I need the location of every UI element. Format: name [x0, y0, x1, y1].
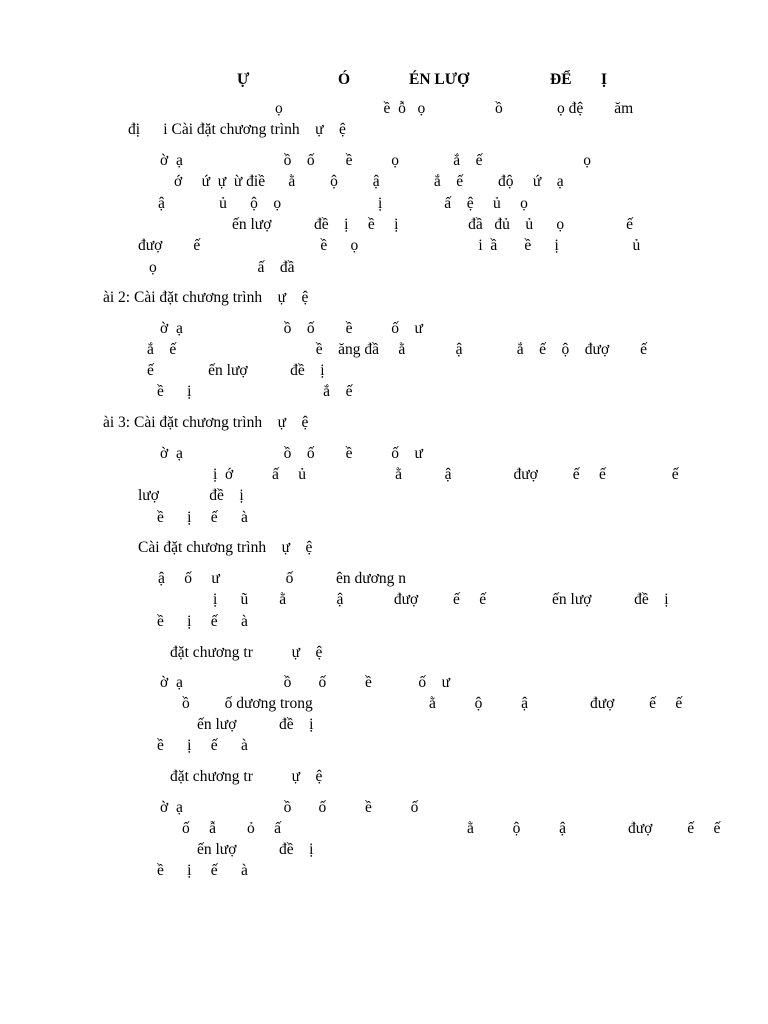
paragraph-line: ến lượ đề ị — [197, 841, 314, 858]
paragraph-line: ố ẫ ỏ ấ ằ ộ ậ đượ ế ế — [182, 820, 721, 837]
paragraph-line: ến lượ đề ị ề ị đầ đủ ủ ọ ế — [232, 216, 634, 233]
title-fragment: Ự — [237, 71, 250, 88]
paragraph-line: ờ ạ ồ ố ề ố ư — [160, 320, 423, 337]
paragraph-line: ề ị ế à — [157, 613, 248, 630]
title-fragment: ĐỂ — [550, 71, 572, 88]
section-heading: đặt chương tr ự ệ — [170, 644, 323, 661]
section-heading: đặt chương tr ự ệ — [170, 768, 323, 785]
paragraph-line: ến lượ đề ị — [197, 716, 314, 733]
paragraph-line: ồ ố dương trong ằ ộ ậ đượ ế ế — [182, 695, 683, 712]
section-heading: Cài đặt chương trình ự ệ — [138, 539, 313, 556]
paragraph-line: ờ ạ ồ ố ề ố ư — [160, 445, 423, 462]
section-heading: ài 3: Cài đặt chương trình ự ệ — [103, 414, 309, 431]
paragraph-line: ờ ạ ồ ố ề ố — [160, 799, 419, 816]
paragraph-line: ờ ạ ồ ố ề ọ ắ ế ọ — [160, 152, 591, 169]
title-fragment: ÉN LƯỢ — [409, 71, 470, 88]
paragraph-line: lượ đề ị — [138, 487, 244, 504]
paragraph-line: ề ị ắ ế — [157, 383, 353, 400]
paragraph-line: ọ ề ỗ ọ ồ ọ đệ ăm — [275, 100, 634, 117]
paragraph-line: ậ ố ư ố ên dương n — [158, 570, 407, 587]
paragraph-line: ờ ạ ồ ố ề ố ư — [160, 674, 450, 691]
paragraph-line: ề ị ế à — [157, 509, 248, 526]
paragraph-line: ề ị ế à — [157, 862, 248, 879]
paragraph-line: ọ ấ đầ — [149, 259, 295, 276]
paragraph-line: ắ ế ề ăng đầ ằ ậ ắ ế ộ đượ ế — [147, 341, 648, 358]
paragraph-line: ớ ứ ự ừ điề ằ ộ ậ ắ ế độ ứ ạ — [174, 173, 564, 190]
section-heading: ài 2: Cài đặt chương trình ự ệ — [103, 289, 309, 306]
paragraph-line: đị i Cài đặt chương trình ự ệ — [128, 121, 346, 138]
title-fragment: Ó — [338, 71, 351, 88]
paragraph-line: ề ị ế à — [157, 737, 248, 754]
paragraph-line: đượ ế ề ọ i ầ ề ị ủ — [138, 237, 641, 254]
paragraph-line: ị ớ ấ ủ ằ ậ đượ ế ế ế — [213, 466, 679, 483]
paragraph-line: ị ũ ằ ậ đượ ế ế ến lượ đề ị — [213, 591, 669, 608]
title-fragment: Ị — [601, 71, 608, 88]
paragraph-line: ậ ủ ộ ọ ị ấ ệ ủ ọ — [158, 195, 528, 212]
paragraph-line: ế ến lượ đề ị — [147, 362, 325, 379]
